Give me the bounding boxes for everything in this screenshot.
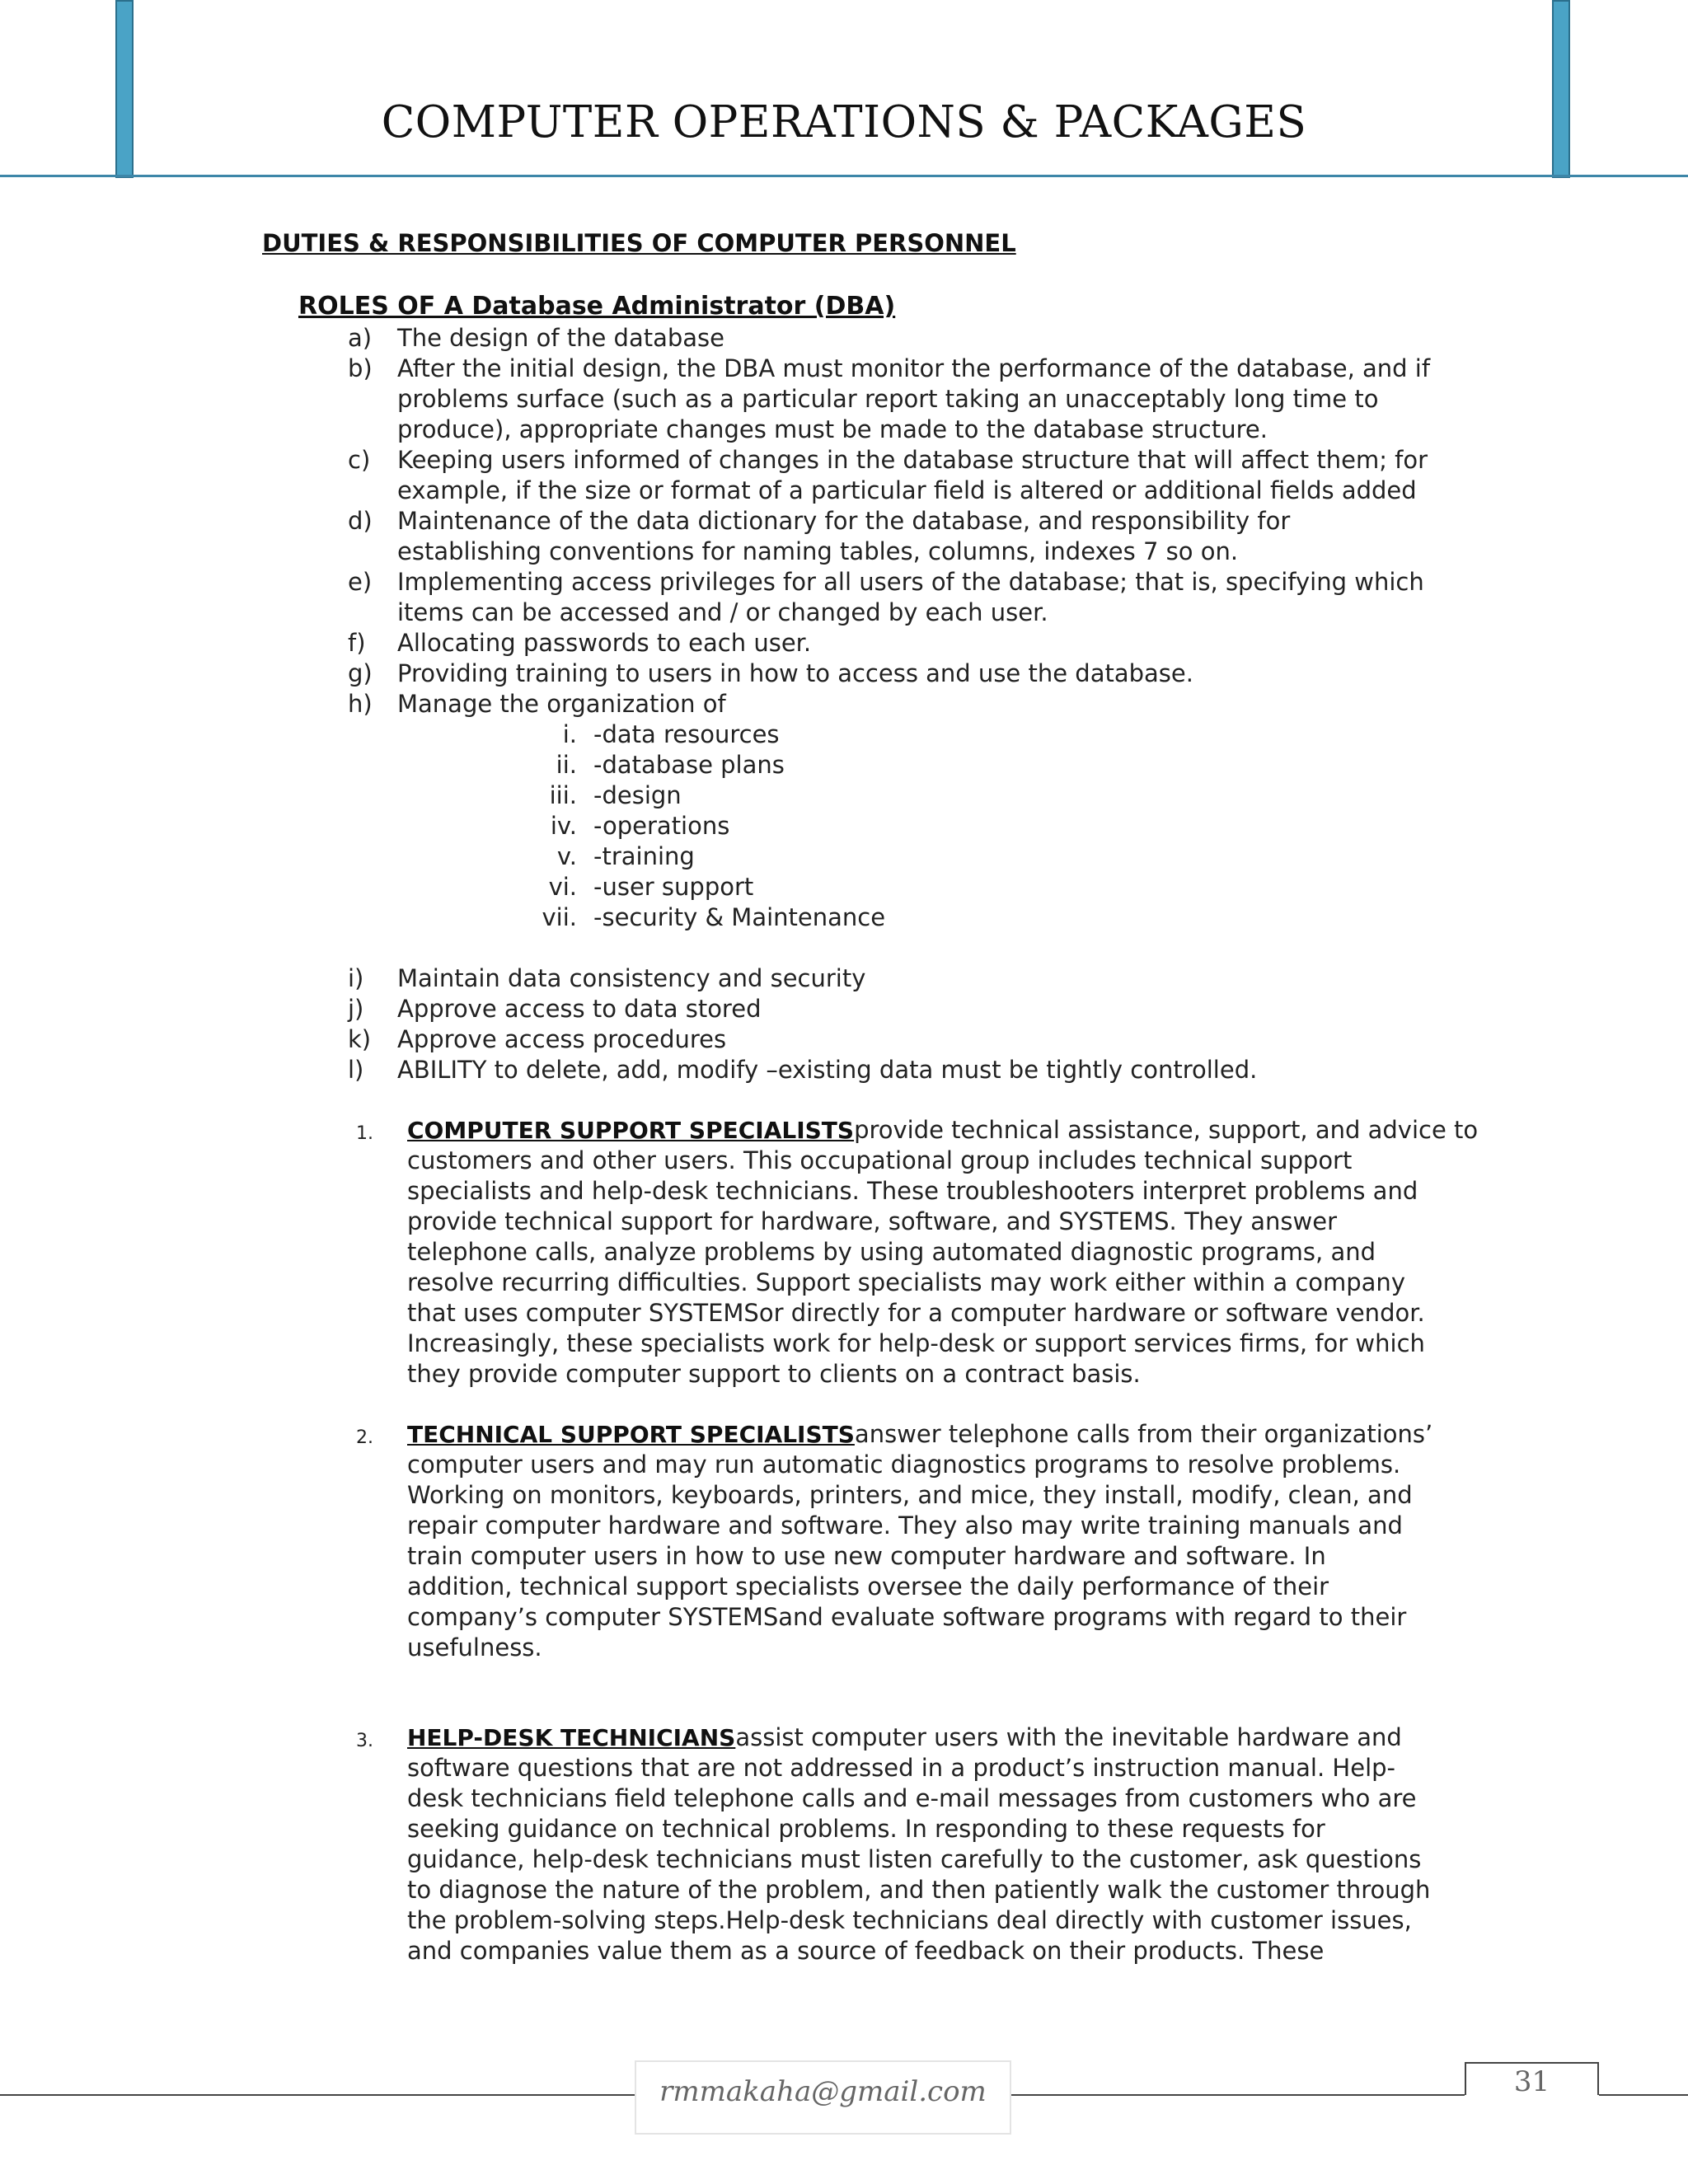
paragraph-line: and companies value them as a source of feedback on their products. These [407,1937,1325,1965]
role-title: COMPUTER SUPPORT SPECIALISTS [407,1117,855,1144]
page-number: 31 [1513,2065,1550,2098]
sublist-item-number: vii. [542,903,577,931]
numbered-marker: 1. [356,1123,373,1144]
sublist-item-text: -operations [593,812,730,840]
paragraph-line: software questions that are not addressed in a product’s instruction manual. Help- [407,1754,1395,1782]
roles-heading: ROLES OF A Database Administrator (DBA) [298,292,896,321]
paragraph-line: Working on monitors, keyboards, printers, and mice, they install, modify, clean, and [407,1481,1413,1509]
list-item-marker: b) [348,354,373,382]
sublist-item-text: -security & Maintenance [593,903,886,931]
section-heading: DUTIES & RESPONSIBILITIES OF COMPUTER PERSONNEL [262,229,1016,257]
sublist-item-text: -user support [593,873,754,901]
list-item-text: problems surface (such as a particular report taking an unacceptably long time to [397,385,1379,413]
list-item-text: establishing conventions for naming tables, columns, indexes 7 so on. [397,537,1239,565]
footer-rule-far-right [1599,2094,1688,2096]
paragraph-line: train computer users in how to use new computer hardware and software. In [407,1542,1326,1570]
paragraph-line: telephone calls, analyze problems by using automated diagnostic programs, and [407,1238,1376,1266]
list-item-marker: e) [348,568,373,596]
paragraph-line: that uses computer SYSTEMSor directly for a computer hardware or software vendor. [407,1299,1425,1327]
list-item-text: After the initial design, the DBA must monitor the performance of the database, and if [397,354,1431,382]
paragraph-line: to diagnose the nature of the problem, and then patiently walk the customer through [407,1876,1431,1904]
sublist-item-text: -data resources [593,720,780,748]
list-item-text: Allocating passwords to each user. [397,629,812,657]
footer-rule-left [0,2094,635,2096]
paragraph-line: computer users and may run automatic diagnostics programs to resolve problems. [407,1451,1401,1479]
sublist-item-text: -database plans [593,751,785,779]
sublist-item-text: -design [593,781,682,809]
list-item-text: Maintenance of the data dictionary for the database, and responsibility for [397,507,1291,535]
header-rule [0,175,1688,177]
list-item-text: produce), appropriate changes must be made to the database structure. [397,415,1268,443]
role-title: HELP-DESK TECHNICIANS [407,1724,736,1751]
list-item-text: Implementing access privileges for all users of the database; that is, specifying which [397,568,1424,596]
paragraph-line: addition, technical support specialists oversee the daily performance of their [407,1572,1329,1601]
list-item-text: items can be accessed and / or changed by each user. [397,598,1048,626]
sublist-item-number: vi. [548,873,577,901]
list-item-text: Approve access to data stored [397,995,762,1023]
paragraph-lead-text: provide technical assistance, support, and advice to [854,1116,1479,1144]
paragraph-line: they provide computer support to clients on a contract basis. [407,1360,1141,1388]
list-item-marker: d) [348,507,373,535]
list-item-marker: c) [348,446,371,474]
list-item-marker: f) [348,629,366,657]
list-item-text: Maintain data consistency and security [397,964,866,992]
paragraph-line: company’s computer SYSTEMSand evaluate software programs with regard to their [407,1603,1407,1631]
header-left-bar [115,0,134,178]
sublist-item-number: v. [556,842,577,870]
list-item-marker: l) [348,1056,364,1084]
paragraph-line: usefulness. [407,1633,542,1661]
paragraph-line: guidance, help-desk technicians must listen carefully to the customer, ask questions [407,1845,1422,1873]
list-item-text: example, if the size or format of a particular field is altered or additional fields added [397,476,1417,504]
paragraph-lead-text: assist computer users with the inevitable hardware and [735,1723,1402,1751]
sublist-item-number: i. [562,720,577,748]
paragraph-line: resolve recurring difficulties. Support specialists may work either within a company [407,1268,1405,1296]
paragraph-first-line [407,1419,1446,1450]
list-item-text: Providing training to users in how to access and use the database. [397,659,1193,687]
list-item-text: The design of the database [397,324,725,352]
header-right-bar [1552,0,1570,178]
page-title: COMPUTER OPERATIONS & PACKAGES [381,97,1307,148]
sublist-item-text: -training [593,842,695,870]
paragraph-line: Increasingly, these specialists work for help-desk or support services firms, for which [407,1329,1425,1357]
list-item-marker: j) [348,995,364,1023]
paragraph-line: desk technicians field telephone calls and e-mail messages from customers who are [407,1784,1417,1812]
list-item-text: Approve access procedures [397,1025,727,1053]
list-item-marker: h) [348,690,373,718]
list-item-text: ABILITY to delete, add, modify –existing data must be tightly controlled. [397,1056,1258,1084]
paragraph-line: seeking guidance on technical problems. In responding to these requests for [407,1815,1325,1843]
paragraph-line: provide technical support for hardware, software, and SYSTEMS. They answer [407,1207,1338,1235]
sublist-item-number: ii. [556,751,577,779]
footer-email: rmmakaha@gmail.com [659,2075,987,2108]
sublist-item-number: iv. [550,812,577,840]
list-item-marker: i) [348,964,364,992]
numbered-marker: 3. [356,1731,373,1751]
paragraph-line: the problem-solving steps.Help-desk technicians deal directly with customer issues, [407,1906,1412,1934]
paragraph-first-line [407,1722,1446,1753]
list-item-text: Keeping users informed of changes in the database structure that will affect them; for [397,446,1428,474]
sublist-item-number: iii. [549,781,577,809]
list-item-marker: a) [348,324,373,352]
paragraph-line: repair computer hardware and software. They also may write training manuals and [407,1511,1403,1540]
role-title: TECHNICAL SUPPORT SPECIALISTS [407,1421,855,1448]
list-item-marker: g) [348,659,373,687]
paragraph-line: specialists and help-desk technicians. These troubleshooters interpret problems and [407,1177,1418,1205]
footer-rule-right [1011,2094,1465,2096]
list-item-marker: k) [348,1025,372,1053]
paragraph-lead-text: answer telephone calls from their organizations’ [854,1420,1433,1448]
list-item-text: Manage the organization of [397,690,726,718]
paragraph-first-line [407,1115,1479,1146]
paragraph-line: customers and other users. This occupational group includes technical support [407,1146,1353,1174]
numbered-marker: 2. [356,1427,373,1448]
